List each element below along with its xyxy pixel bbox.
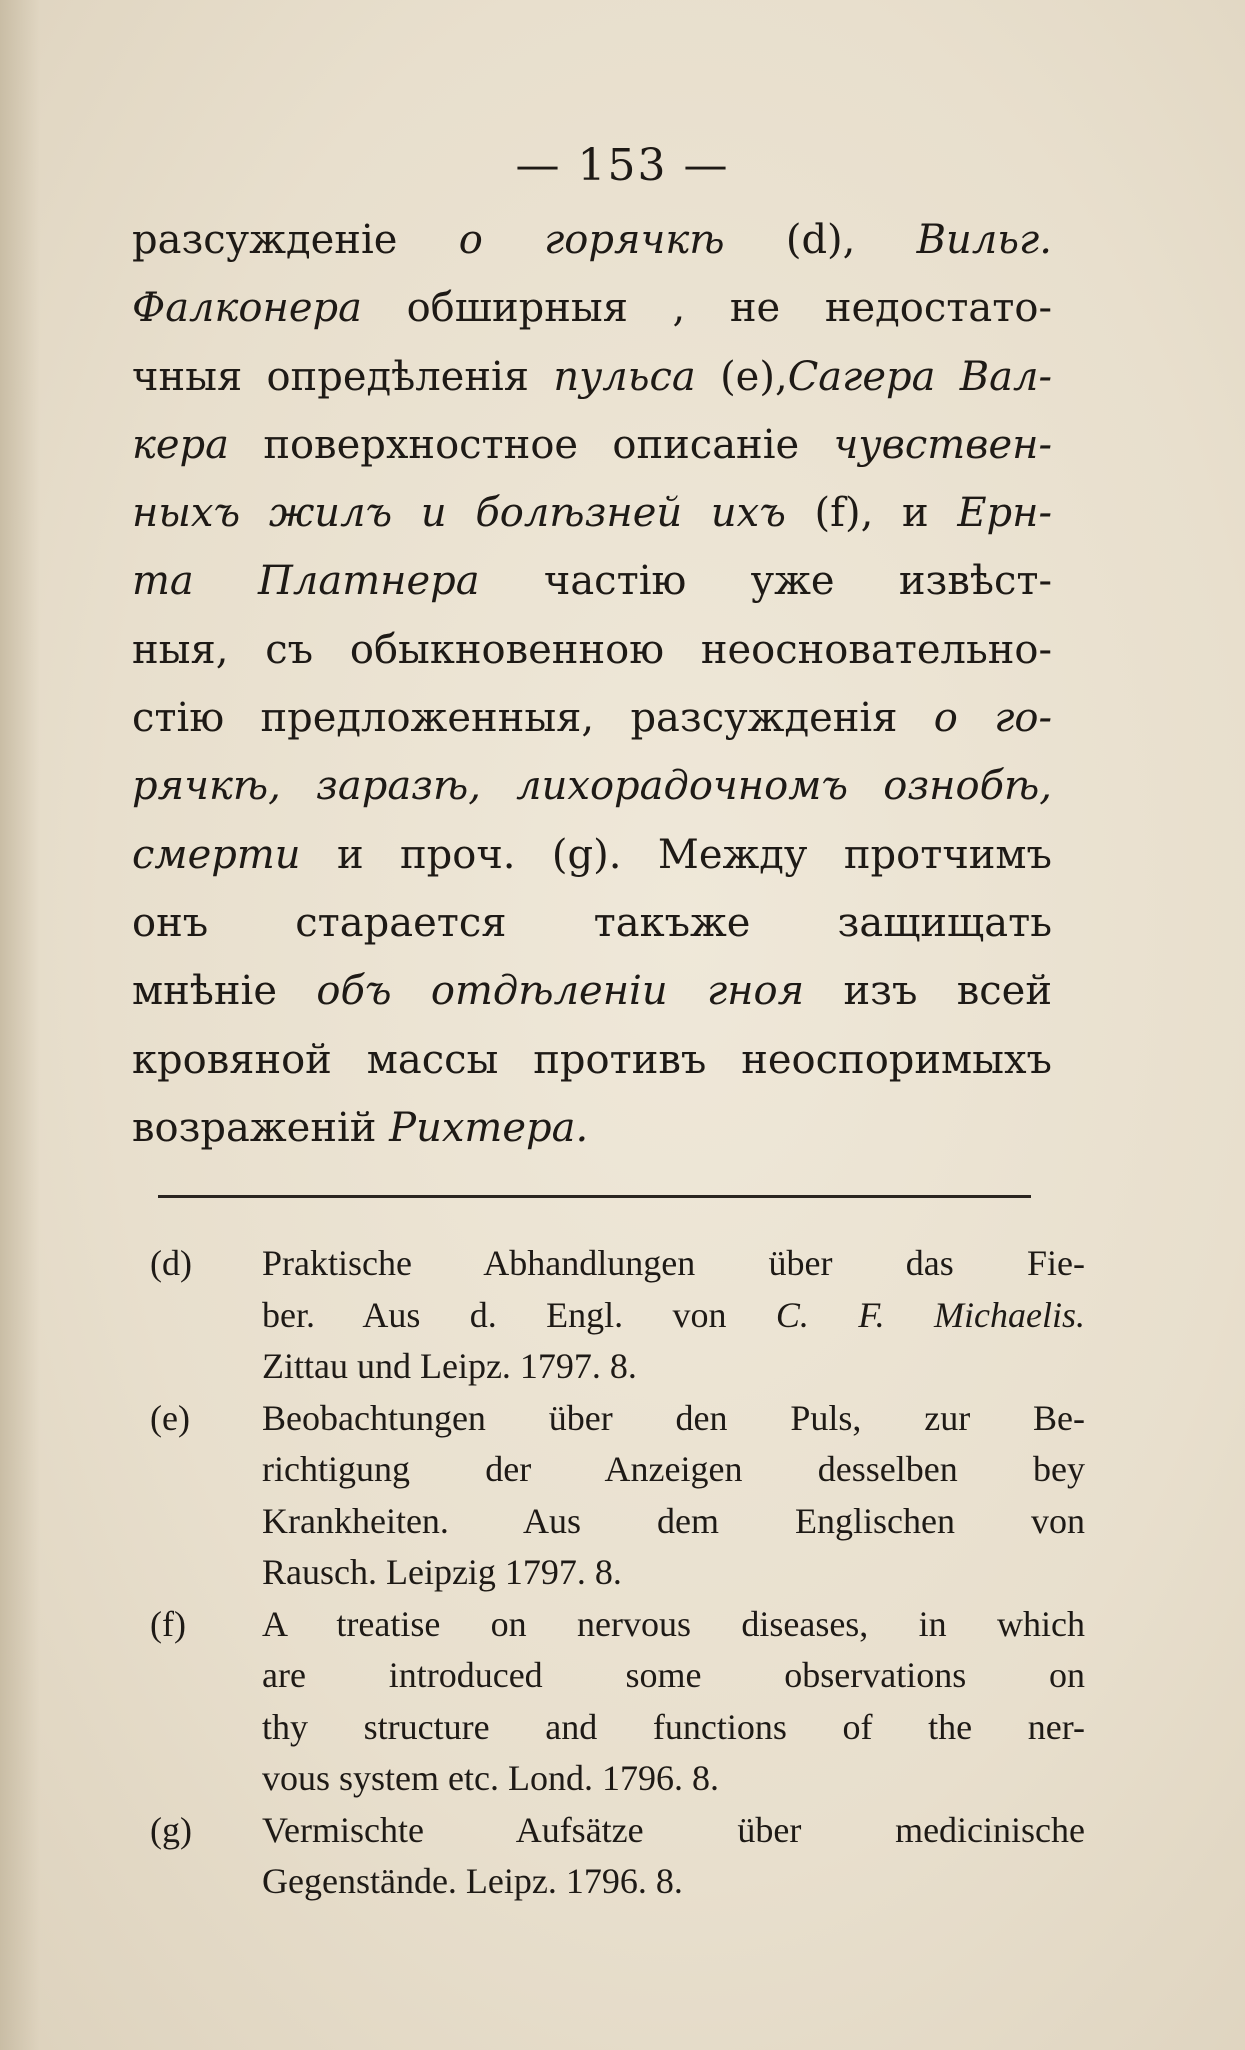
text-run: A treatise on nervous diseases, in which xyxy=(262,1603,1085,1644)
text-line xyxy=(262,1650,1085,1702)
text-run: (е), xyxy=(695,353,788,400)
text-line xyxy=(262,1290,1085,1342)
footnote-text xyxy=(262,1238,1085,1393)
text-run: Vermischte Aufsätze über medicinische xyxy=(262,1809,1085,1850)
text-run: Praktische Abhandlungen über das Fie- xyxy=(262,1243,1085,1283)
text-line xyxy=(132,206,1052,274)
text-line xyxy=(132,889,1052,957)
text-line xyxy=(262,1702,1085,1754)
text-run: richtigung der Anzeigen desselben bey xyxy=(262,1449,1085,1489)
text-run: изъ всей xyxy=(804,968,1053,1015)
page-number: — 153 — xyxy=(515,140,730,191)
text-line xyxy=(262,1444,1085,1496)
text-line xyxy=(262,1753,1085,1805)
italic-text: о го- xyxy=(933,695,1053,742)
footnote-label: (d) xyxy=(150,1243,192,1283)
italic-text: ныхъ жилъ и болѣзней ихъ xyxy=(132,490,786,537)
text-line xyxy=(262,1238,1085,1290)
text-run: Krankheiten. Aus dem Englischen von xyxy=(262,1500,1085,1541)
text-line xyxy=(262,1547,1085,1599)
text-line xyxy=(132,957,1052,1025)
text-run: частію уже извѣст- xyxy=(479,558,1052,605)
italic-text: о горячкѣ xyxy=(458,217,725,263)
italic-text: кера xyxy=(132,421,230,468)
footnote-label: (e) xyxy=(150,1397,190,1438)
text-line xyxy=(262,1393,1085,1445)
italic-text: пульса xyxy=(553,353,696,400)
text-run: кровяной массы противъ неоспоримыхъ xyxy=(132,1036,1052,1083)
text-run: стію предложенныя, разсужденія xyxy=(132,695,934,742)
text-line xyxy=(262,1599,1085,1651)
text-line xyxy=(132,616,1052,684)
footnotes xyxy=(150,1238,1085,1908)
text-run: ber. Aus d. Engl. von xyxy=(262,1294,776,1335)
footnote xyxy=(150,1599,1085,1805)
text-run: ныя, съ обыкновенною неосновательно- xyxy=(132,626,1052,673)
main-paragraph xyxy=(132,206,1052,1162)
text-run: и проч. (g). Между протчимъ xyxy=(300,831,1052,878)
text-line xyxy=(132,343,1052,411)
text-run: (d), xyxy=(724,217,917,263)
text-line xyxy=(132,274,1052,342)
italic-text: та Платнера xyxy=(132,558,480,605)
italic-text: смерти xyxy=(132,831,301,878)
text-run: Rausch. Leipzig 1797. 8. xyxy=(262,1552,622,1592)
text-line xyxy=(132,821,1052,889)
text-line xyxy=(132,1094,1052,1162)
text-run: онъ старается такъже защищать xyxy=(132,899,1052,946)
text-line xyxy=(132,411,1052,479)
text-run: обширныя , не недостато- xyxy=(361,285,1052,332)
text-line xyxy=(262,1341,1085,1393)
text-run: thy structure and functions of the ner- xyxy=(262,1706,1085,1747)
footnote-text xyxy=(262,1599,1085,1805)
text-line xyxy=(132,684,1052,752)
footnote xyxy=(150,1238,1085,1393)
text-run: мнѣніе xyxy=(132,968,317,1015)
text-run: поверхностное описаніе xyxy=(229,421,834,468)
text-run: разсужденіе xyxy=(132,217,459,263)
italic-text: Фалконера xyxy=(132,285,362,332)
text-run: возраженій xyxy=(132,1104,390,1151)
text-run: Beobachtungen über den Puls, zur Be- xyxy=(262,1397,1085,1438)
italic-text: Ерн- xyxy=(957,490,1052,537)
text-run: (f), и xyxy=(785,490,958,537)
footnote-text xyxy=(262,1805,1085,1908)
footnote xyxy=(150,1805,1085,1908)
text-run: чныя опредѣленія xyxy=(132,353,554,400)
italic-text: C. F. Michaelis. xyxy=(775,1294,1085,1335)
text-line xyxy=(132,1026,1052,1094)
text-run: vous system etc. Lond. 1796. 8. xyxy=(262,1758,719,1798)
text-line xyxy=(132,547,1052,615)
italic-text: объ отдѣленіи гноя xyxy=(316,968,805,1015)
text-run: Zittau und Leipz. 1797. 8. xyxy=(262,1346,637,1386)
footnote-text xyxy=(262,1393,1085,1599)
footnote xyxy=(150,1393,1085,1599)
italic-text: Рихтера. xyxy=(389,1104,589,1151)
footnote-divider xyxy=(158,1195,1031,1198)
text-run: are introduced some observations on xyxy=(262,1655,1085,1695)
page-gutter-shadow xyxy=(0,0,40,2050)
italic-text: рячкѣ, заразѣ, лихорадочномъ ознобѣ, xyxy=(132,763,1052,810)
text-line xyxy=(262,1496,1085,1548)
italic-text: чувствен- xyxy=(833,421,1052,468)
italic-text: Вильг. xyxy=(916,217,1052,263)
text-line xyxy=(132,752,1052,820)
text-line xyxy=(262,1805,1085,1857)
footnote-label: (f) xyxy=(150,1603,186,1644)
text-line xyxy=(132,479,1052,547)
footnote-label: (g) xyxy=(150,1809,192,1850)
text-run: Gegenstände. Leipz. 1796. 8. xyxy=(262,1861,683,1901)
text-line xyxy=(262,1856,1085,1908)
italic-text: Сагера Вал- xyxy=(787,353,1053,400)
